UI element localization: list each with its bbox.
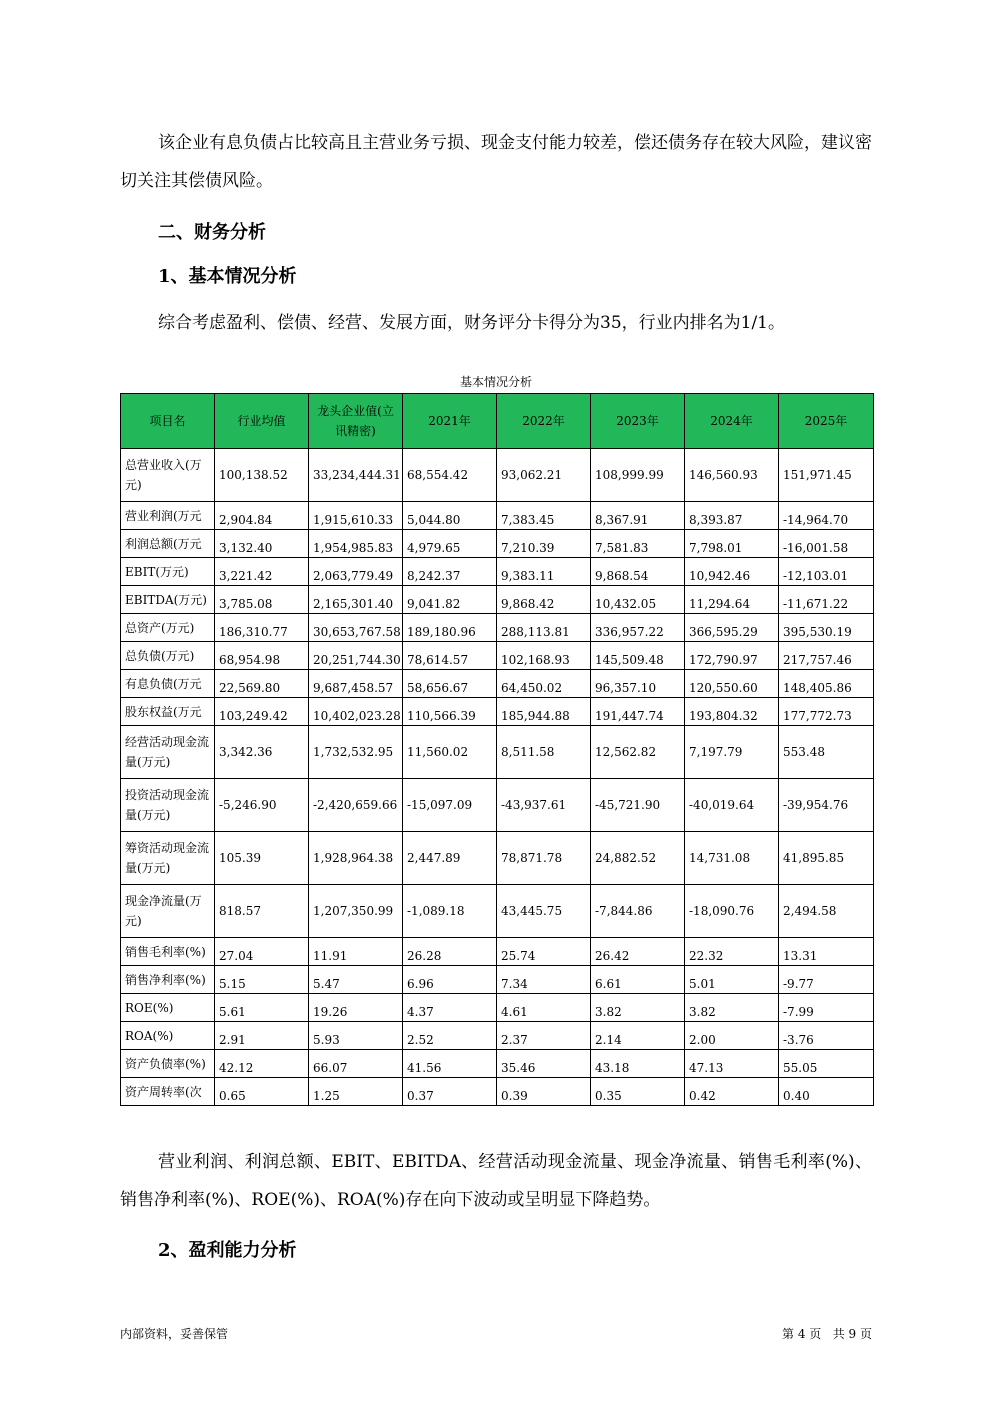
value-cell: 43.18 bbox=[591, 1050, 685, 1078]
value-cell: 68,954.98 bbox=[215, 642, 309, 670]
value-cell: 3,221.42 bbox=[215, 558, 309, 586]
row-label-cell: 销售净利率(%) bbox=[121, 966, 215, 994]
value-cell: 1,732,532.95 bbox=[309, 726, 403, 779]
value-cell: 2.91 bbox=[215, 1022, 309, 1050]
value-cell: -15,097.09 bbox=[403, 779, 497, 832]
value-cell: 78,614.57 bbox=[403, 642, 497, 670]
value-cell: -12,103.01 bbox=[779, 558, 874, 586]
trend-paragraph: 营业利润、利润总额、EBIT、EBITDA、经营活动现金流量、现金净流量、销售毛利率(%)、销售净利率(%)、ROE(%)、ROA(%)存在向下波动或呈明显下降趋势。 bbox=[120, 1152, 872, 1210]
row-label-cell: 现金净流量(万元) bbox=[121, 885, 215, 938]
table-row bbox=[121, 586, 874, 614]
value-cell: 33,234,444.31 bbox=[309, 449, 403, 502]
table-row bbox=[121, 832, 874, 885]
value-cell: -43,937.61 bbox=[497, 779, 591, 832]
value-cell: 9,383.11 bbox=[497, 558, 591, 586]
table-row bbox=[121, 994, 874, 1022]
value-cell: 64,450.02 bbox=[497, 670, 591, 698]
value-cell: 1,928,964.38 bbox=[309, 832, 403, 885]
col-header-leader-value: 龙头企业值(立讯精密) bbox=[309, 394, 403, 449]
value-cell: 336,957.22 bbox=[591, 614, 685, 642]
value-cell: 43,445.75 bbox=[497, 885, 591, 938]
table-row bbox=[121, 449, 874, 502]
value-cell: 7,798.01 bbox=[685, 530, 779, 558]
row-label-cell: 总资产(万元) bbox=[121, 614, 215, 642]
col-header-2025: 2025年 bbox=[779, 394, 874, 449]
table-row bbox=[121, 1022, 874, 1050]
value-cell: 27.04 bbox=[215, 938, 309, 966]
value-cell: 1,915,610.33 bbox=[309, 502, 403, 530]
value-cell: 2,063,779.49 bbox=[309, 558, 403, 586]
value-cell: 191,447.74 bbox=[591, 698, 685, 726]
value-cell: 185,944.88 bbox=[497, 698, 591, 726]
row-label-cell: 总负债(万元) bbox=[121, 642, 215, 670]
value-cell: 1,207,350.99 bbox=[309, 885, 403, 938]
col-header-2022: 2022年 bbox=[497, 394, 591, 449]
value-cell: 108,999.99 bbox=[591, 449, 685, 502]
value-cell: 41.56 bbox=[403, 1050, 497, 1078]
value-cell: -1,089.18 bbox=[403, 885, 497, 938]
value-cell: 25.74 bbox=[497, 938, 591, 966]
row-label-cell: ROA(%) bbox=[121, 1022, 215, 1050]
row-label-cell: EBITDA(万元) bbox=[121, 586, 215, 614]
value-cell: 26.42 bbox=[591, 938, 685, 966]
value-cell: 186,310.77 bbox=[215, 614, 309, 642]
value-cell: 818.57 bbox=[215, 885, 309, 938]
table-row bbox=[121, 558, 874, 586]
value-cell: 55.05 bbox=[779, 1050, 874, 1078]
value-cell: 193,804.32 bbox=[685, 698, 779, 726]
value-cell: 9,687,458.57 bbox=[309, 670, 403, 698]
value-cell: 0.35 bbox=[591, 1078, 685, 1106]
value-cell: 4.61 bbox=[497, 994, 591, 1022]
row-label-cell: 资产周转率(次 bbox=[121, 1078, 215, 1106]
value-cell: 145,509.48 bbox=[591, 642, 685, 670]
value-cell: 10,402,023.28 bbox=[309, 698, 403, 726]
value-cell: -5,246.90 bbox=[215, 779, 309, 832]
value-cell: 3,785.08 bbox=[215, 586, 309, 614]
value-cell: 0.37 bbox=[403, 1078, 497, 1106]
col-header-2024: 2024年 bbox=[685, 394, 779, 449]
value-cell: 30,653,767.58 bbox=[309, 614, 403, 642]
row-label-cell: 利润总额(万元 bbox=[121, 530, 215, 558]
value-cell: 8,511.58 bbox=[497, 726, 591, 779]
value-cell: 2,494.58 bbox=[779, 885, 874, 938]
value-cell: 5.47 bbox=[309, 966, 403, 994]
value-cell: 22,569.80 bbox=[215, 670, 309, 698]
value-cell: 12,562.82 bbox=[591, 726, 685, 779]
value-cell: 10,942.46 bbox=[685, 558, 779, 586]
value-cell: -40,019.64 bbox=[685, 779, 779, 832]
value-cell: -45,721.90 bbox=[591, 779, 685, 832]
col-header-industry-avg: 行业均值 bbox=[215, 394, 309, 449]
value-cell: 2,165,301.40 bbox=[309, 586, 403, 614]
value-cell: 93,062.21 bbox=[497, 449, 591, 502]
row-label-cell: 有息负债(万元 bbox=[121, 670, 215, 698]
value-cell: 7,210.39 bbox=[497, 530, 591, 558]
value-cell: 20,251,744.30 bbox=[309, 642, 403, 670]
value-cell: 105.39 bbox=[215, 832, 309, 885]
value-cell: 177,772.73 bbox=[779, 698, 874, 726]
row-label-cell: 股东权益(万元 bbox=[121, 698, 215, 726]
value-cell: 41,895.85 bbox=[779, 832, 874, 885]
value-cell: 3,132.40 bbox=[215, 530, 309, 558]
row-label-cell: ROE(%) bbox=[121, 994, 215, 1022]
table-row bbox=[121, 966, 874, 994]
table-row bbox=[121, 726, 874, 779]
footer-page-number: 第 4 页 共 9 页 bbox=[782, 1327, 872, 1341]
value-cell: 189,180.96 bbox=[403, 614, 497, 642]
subsection-heading-profitability: 2、盈利能力分析 bbox=[158, 1240, 297, 1261]
value-cell: 110,566.39 bbox=[403, 698, 497, 726]
row-label-cell: EBIT(万元) bbox=[121, 558, 215, 586]
value-cell: 2.14 bbox=[591, 1022, 685, 1050]
table-row bbox=[121, 670, 874, 698]
table-row bbox=[121, 885, 874, 938]
value-cell: 2,904.84 bbox=[215, 502, 309, 530]
table-caption: 基本情况分析 bbox=[459, 375, 532, 389]
value-cell: 3.82 bbox=[685, 994, 779, 1022]
value-cell: 9,868.42 bbox=[497, 586, 591, 614]
row-label-cell: 经营活动现金流量(万元) bbox=[121, 726, 215, 779]
value-cell: 395,530.19 bbox=[779, 614, 874, 642]
value-cell: 10,432.05 bbox=[591, 586, 685, 614]
value-cell: 553.48 bbox=[779, 726, 874, 779]
value-cell: -11,671.22 bbox=[779, 586, 874, 614]
value-cell: 11,294.64 bbox=[685, 586, 779, 614]
value-cell: 8,367.91 bbox=[591, 502, 685, 530]
footer-left: 内部资料，妥善保管 bbox=[120, 1327, 229, 1341]
value-cell: 4.37 bbox=[403, 994, 497, 1022]
row-label-cell: 筹资活动现金流量(万元) bbox=[121, 832, 215, 885]
value-cell: 0.39 bbox=[497, 1078, 591, 1106]
value-cell: 5.61 bbox=[215, 994, 309, 1022]
value-cell: 2.00 bbox=[685, 1022, 779, 1050]
value-cell: 4,979.65 bbox=[403, 530, 497, 558]
value-cell: 9,868.54 bbox=[591, 558, 685, 586]
value-cell: -7.99 bbox=[779, 994, 874, 1022]
value-cell: 11.91 bbox=[309, 938, 403, 966]
value-cell: 11,560.02 bbox=[403, 726, 497, 779]
value-cell: 100,138.52 bbox=[215, 449, 309, 502]
value-cell: 5,044.80 bbox=[403, 502, 497, 530]
table-row bbox=[121, 530, 874, 558]
value-cell: 24,882.52 bbox=[591, 832, 685, 885]
table-row bbox=[121, 502, 874, 530]
value-cell: 5.01 bbox=[685, 966, 779, 994]
subsection-heading-basic-analysis: 1、基本情况分析 bbox=[158, 266, 297, 287]
value-cell: 96,357.10 bbox=[591, 670, 685, 698]
value-cell: 6.96 bbox=[403, 966, 497, 994]
value-cell: -7,844.86 bbox=[591, 885, 685, 938]
section-heading-financial-analysis: 二、财务分析 bbox=[158, 222, 266, 243]
table-row bbox=[121, 1078, 874, 1106]
value-cell: -9.77 bbox=[779, 966, 874, 994]
value-cell: 217,757.46 bbox=[779, 642, 874, 670]
value-cell: 58,656.67 bbox=[403, 670, 497, 698]
row-label-cell: 总营业收入(万元) bbox=[121, 449, 215, 502]
value-cell: -3.76 bbox=[779, 1022, 874, 1050]
value-cell: 146,560.93 bbox=[685, 449, 779, 502]
value-cell: 42.12 bbox=[215, 1050, 309, 1078]
row-label-cell: 营业利润(万元 bbox=[121, 502, 215, 530]
risk-summary-paragraph: 该企业有息负债占比较高且主营业务亏损、现金支付能力较差，偿还债务存在较大风险，建议密切关注其偿债风险。 bbox=[120, 133, 872, 191]
value-cell: 19.26 bbox=[309, 994, 403, 1022]
value-cell: 2.52 bbox=[403, 1022, 497, 1050]
value-cell: 151,971.45 bbox=[779, 449, 874, 502]
value-cell: 0.65 bbox=[215, 1078, 309, 1106]
value-cell: 6.61 bbox=[591, 966, 685, 994]
value-cell: 102,168.93 bbox=[497, 642, 591, 670]
value-cell: 47.13 bbox=[685, 1050, 779, 1078]
value-cell: -16,001.58 bbox=[779, 530, 874, 558]
value-cell: 8,242.37 bbox=[403, 558, 497, 586]
row-label-cell: 投资活动现金流量(万元) bbox=[121, 779, 215, 832]
value-cell: 14,731.08 bbox=[685, 832, 779, 885]
value-cell: 7.34 bbox=[497, 966, 591, 994]
value-cell: 0.42 bbox=[685, 1078, 779, 1106]
value-cell: 1.25 bbox=[309, 1078, 403, 1106]
col-header-2023: 2023年 bbox=[591, 394, 685, 449]
value-cell: 2,447.89 bbox=[403, 832, 497, 885]
value-cell: 26.28 bbox=[403, 938, 497, 966]
value-cell: -2,420,659.66 bbox=[309, 779, 403, 832]
value-cell: 35.46 bbox=[497, 1050, 591, 1078]
row-label-cell: 销售毛利率(%) bbox=[121, 938, 215, 966]
value-cell: 8,393.87 bbox=[685, 502, 779, 530]
value-cell: 3,342.36 bbox=[215, 726, 309, 779]
value-cell: 7,581.83 bbox=[591, 530, 685, 558]
value-cell: 7,197.79 bbox=[685, 726, 779, 779]
value-cell: 5.15 bbox=[215, 966, 309, 994]
basic-analysis-table bbox=[120, 393, 874, 1106]
value-cell: 288,113.81 bbox=[497, 614, 591, 642]
value-cell: 9,041.82 bbox=[403, 586, 497, 614]
value-cell: -39,954.76 bbox=[779, 779, 874, 832]
row-label-cell: 资产负债率(%) bbox=[121, 1050, 215, 1078]
value-cell: -18,090.76 bbox=[685, 885, 779, 938]
value-cell: 0.40 bbox=[779, 1078, 874, 1106]
value-cell: 172,790.97 bbox=[685, 642, 779, 670]
table-row bbox=[121, 698, 874, 726]
value-cell: 7,383.45 bbox=[497, 502, 591, 530]
score-paragraph: 综合考虑盈利、偿债、经营、发展方面，财务评分卡得分为35，行业内排名为1/1。 bbox=[158, 313, 785, 333]
table-row bbox=[121, 642, 874, 670]
table-row bbox=[121, 779, 874, 832]
value-cell: 5.93 bbox=[309, 1022, 403, 1050]
value-cell: 120,550.60 bbox=[685, 670, 779, 698]
value-cell: 3.82 bbox=[591, 994, 685, 1022]
value-cell: 22.32 bbox=[685, 938, 779, 966]
table-row bbox=[121, 614, 874, 642]
table-row bbox=[121, 938, 874, 966]
value-cell: 1,954,985.83 bbox=[309, 530, 403, 558]
value-cell: 68,554.42 bbox=[403, 449, 497, 502]
value-cell: 2.37 bbox=[497, 1022, 591, 1050]
value-cell: 148,405.86 bbox=[779, 670, 874, 698]
col-header-2021: 2021年 bbox=[403, 394, 497, 449]
value-cell: 366,595.29 bbox=[685, 614, 779, 642]
value-cell: 66.07 bbox=[309, 1050, 403, 1078]
col-header-item: 项目名 bbox=[121, 394, 215, 449]
value-cell: 103,249.42 bbox=[215, 698, 309, 726]
table-row bbox=[121, 1050, 874, 1078]
value-cell: 13.31 bbox=[779, 938, 874, 966]
value-cell: 78,871.78 bbox=[497, 832, 591, 885]
value-cell: -14,964.70 bbox=[779, 502, 874, 530]
table-header-row bbox=[121, 394, 874, 449]
